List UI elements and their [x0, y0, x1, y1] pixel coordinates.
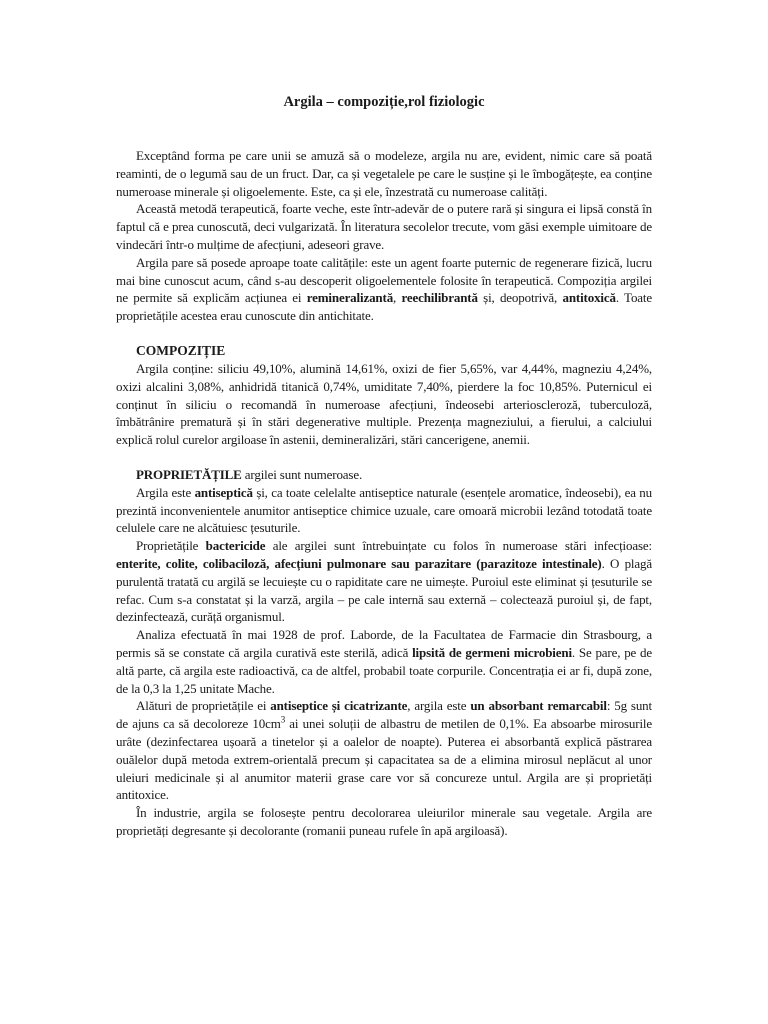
text-run: ai unei soluții de albastru de metilen de 0,1%. Ea absoarbe mirosurile urâte (dezinfectarea ușoară a tinetelor și a oalelor de noapte). Puterea ei absorbantă explică păstrarea ouălelor după metoda extrem-orientală precum și capacitatea sa de a elimina mirosul neplăcut al unor uleiuri medicinale și al anumitor materii grase care vor să concureze untul. Argila are și proprietăți antitoxice. — [116, 716, 652, 803]
bold-term: remineralizantă — [306, 290, 394, 306]
bold-term: bactericide — [205, 538, 266, 554]
text-run: . Se pare, pe de altă parte, că argila este radioactivă, ca de altfel, probabil toate corpurile. Concentrația ei ar fi, după zone, de la 0,3 la 1,25 unitate Mache. — [116, 644, 653, 696]
text-run: Alături de proprietățile ei — [136, 698, 271, 714]
text-run: : 5g sunt de ajuns ca să decoloreze 10cm — [116, 698, 652, 732]
properties-paragraph-4 — [116, 697, 652, 804]
text-run: . O plagă purulentă tratată cu argilă se lecuiește cu o rapiditate care ne uimește. Puroiul este eliminat și țesuturile se refac. Cum s-a constatat și la varză, argila – pe cale internă sau externă – colectează puroiul și, de fapt, dezinfectează, curăță organismul. — [116, 555, 652, 625]
text-run: Argila pare să posede aproape toate calitățile: este un agent foarte puternic de regenerare fizică, lucru mai bine cunoscut acum, când s-au descoperit oligoelementele folosite în terapeutică. Compoziția argilei ne permite să explicăm acțiunea ei — [116, 254, 652, 306]
text-run: Argila este — [136, 484, 195, 500]
intro-paragraph-3 — [116, 254, 652, 325]
bold-term: antiseptică — [194, 484, 253, 500]
properties-paragraph-2 — [116, 537, 652, 626]
properties-paragraph-5: În industrie, argila se folosește pentru decolorarea uleiurilor minerale sau vegetale. Argila are proprietăți degresante și decolorante (romanii puneau rufele în apă argiloasă). — [116, 805, 652, 838]
text-run: , argila este — [407, 698, 471, 714]
superscript: 3 — [280, 714, 286, 725]
text-run: argilei sunt numeroase. — [241, 466, 363, 482]
properties-heading-bold: PROPRIETĂȚILE — [136, 466, 242, 482]
text-run: Analiza efectuată în mai 1928 de prof. Laborde, de la Facultatea de Farmacie din Strasbourg, a permis să se constate că argila curativă este sterilă, adică — [116, 627, 652, 660]
text-run: și, deopotrivă, — [477, 290, 563, 306]
properties-paragraph-3 — [116, 626, 652, 697]
document-body — [116, 92, 652, 840]
text-run: și, ca toate celelalte antiseptice naturale (esențele aromatice, îndeosebi), ea nu prezintă inconvenientele anumitor antiseptice chimice uzuale, care omoară microbii lezând totodată toate celulele care ne alcătuiesc țesuturile. — [116, 484, 653, 536]
properties-heading — [116, 466, 652, 484]
text-run: . Toate proprietățile acestea erau cunoscute din antichitate. — [116, 290, 652, 324]
bold-term: antitoxică — [562, 290, 616, 306]
bold-term: enterite, colite, colibaciloză, afecțiuni pulmonare sau parazitare (parazitoze intestinale) — [116, 555, 602, 571]
composition-paragraph: Argila conține: siliciu 49,10%, alumină 14,61%, oxizi de fier 5,65%, var 4,44%, magneziu 4,24%, oxizi alcalini 3,08%, anhidridă titanică 0,74%, umiditate 7,40%, pierdere la foc 10,85%. Puternicul ei conținut în siliciu o recomandă în numeroase afecțiuni, îndeosebi arterioscleroză, tuberculoză, îmbătrânire prematură și în stări degenerative multiple. Prezența magneziului, a fierului, a calciului explică rolul curelor argiloase în astenii, demineralizări, stări cancerigene, anemii. — [116, 360, 652, 448]
properties-paragraph-1 — [116, 484, 652, 537]
text-run: , — [393, 290, 402, 306]
bold-term: lipsită de germeni microbieni — [412, 644, 572, 660]
bold-term: antiseptice și cicatrizante — [270, 698, 408, 714]
text-run: Proprietățile — [136, 538, 206, 554]
composition-heading: COMPOZIȚIE — [136, 342, 226, 358]
document-title: Argila – compoziție,rol fiziologic — [283, 94, 485, 110]
bold-term: un absorbant remarcabil — [470, 698, 607, 714]
intro-paragraph-2: Această metodă terapeutică, foarte veche, este într-adevăr de o putere rară și singura ei lipsă constă în faptul că e prea cunoscută, deci vulgarizată. În literatura secolelor trecute, vom găsi exemple uimitoare de vindecări într-o mulțime de afecțiuni, adeseori grave. — [116, 201, 652, 252]
intro-paragraph-1: Exceptând forma pe care unii se amuză să o modeleze, argila nu are, evident, nimic care să poată reaminti, de o legumă sau de un fruct. Dar, ca și vegetalele pe care le susține și le îmbogățește, ea conține numeroase minerale și oligoelemente. Este, ca și ele, înzestrată cu numeroase calități. — [116, 148, 652, 199]
text-run: ale argilei sunt întrebuințate cu folos în numeroase stări infecțioase: — [265, 538, 652, 554]
bold-term: reechilibrantă — [401, 290, 478, 306]
